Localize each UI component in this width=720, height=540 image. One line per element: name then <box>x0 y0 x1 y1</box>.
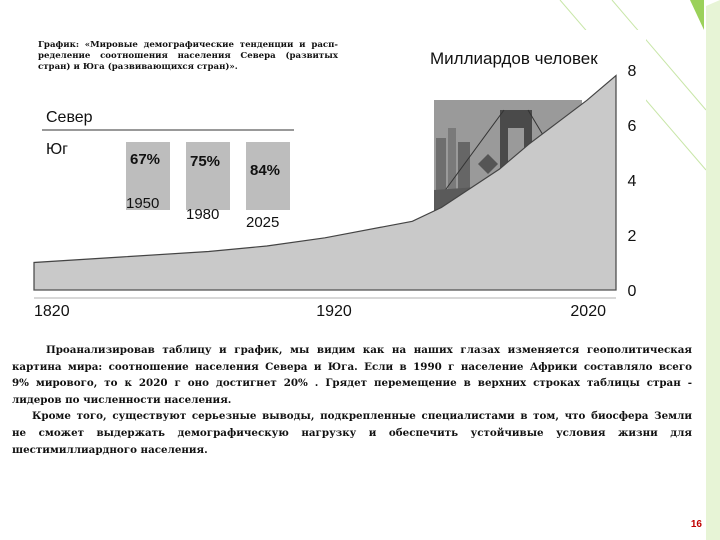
caption-line-3: стран) и Юга (развивающихся стран)». <box>38 62 238 72</box>
percent-label-1950: 67% <box>130 151 161 168</box>
share-year-2025: 2025 <box>246 214 280 231</box>
paragraph-1-line-2: картина мира: соотношение населения Севера и Юга. Если в 1990 г население Африки составляло всего <box>12 360 692 373</box>
y-tick-label: 2 <box>627 228 637 245</box>
paragraph-1-line-4: лидеров по численности населения. <box>12 393 232 406</box>
y-axis-title: Миллиардов человек <box>430 49 598 68</box>
x-tick-label: 1820 <box>34 303 70 320</box>
paragraph-2-line-3: шестимиллиардного населения. <box>12 443 208 456</box>
percent-label-2025: 84% <box>250 162 281 179</box>
x-tick-label: 2020 <box>570 303 606 320</box>
paragraph-2-line-2: не сможет выдержать демографическую нагрузку и обеспечить устойчивые условия жизни для <box>12 426 692 439</box>
x-tick-label: 1920 <box>316 303 352 320</box>
corner-accent-stripe <box>690 0 704 30</box>
figure-caption <box>38 40 338 73</box>
paragraph-2-line-1: Кроме того, существуют серьезные выводы, подкрепленные специалистами в том, что биосфера Земли <box>32 410 692 423</box>
y-tick-label: 8 <box>627 63 637 80</box>
y-tick-label: 4 <box>627 173 637 190</box>
paragraph-2 <box>12 408 692 458</box>
caption-line-2: ределение соотношения населения Севера (развитых <box>38 51 338 61</box>
body-text <box>12 342 692 458</box>
y-tick-label: 0 <box>627 283 637 300</box>
legend-north: Север <box>46 109 93 126</box>
paragraph-1-line-3: 9% мирового, то к 2020 г оно достигнет 20% . Грядет перемещение в верхних строках таблицы стран - <box>12 377 692 390</box>
paragraph-1-line-1: Проанализировав таблицу и график, мы видим как на наших глазах изменяется геополитическая <box>46 344 692 356</box>
population-figure <box>26 30 646 330</box>
population-chart <box>26 30 646 330</box>
y-tick-label: 6 <box>627 118 637 135</box>
share-year-1950: 1950 <box>126 195 160 212</box>
percent-label-1980: 75% <box>190 153 221 170</box>
page-number: 16 <box>690 519 702 530</box>
legend-south: Юг <box>46 141 68 158</box>
caption-line-1: График: «Мировые демографические тенденции и расп- <box>38 40 338 50</box>
share-year-1980: 1980 <box>186 206 220 223</box>
paragraph-1 <box>12 342 692 408</box>
right-side-band <box>706 0 720 540</box>
